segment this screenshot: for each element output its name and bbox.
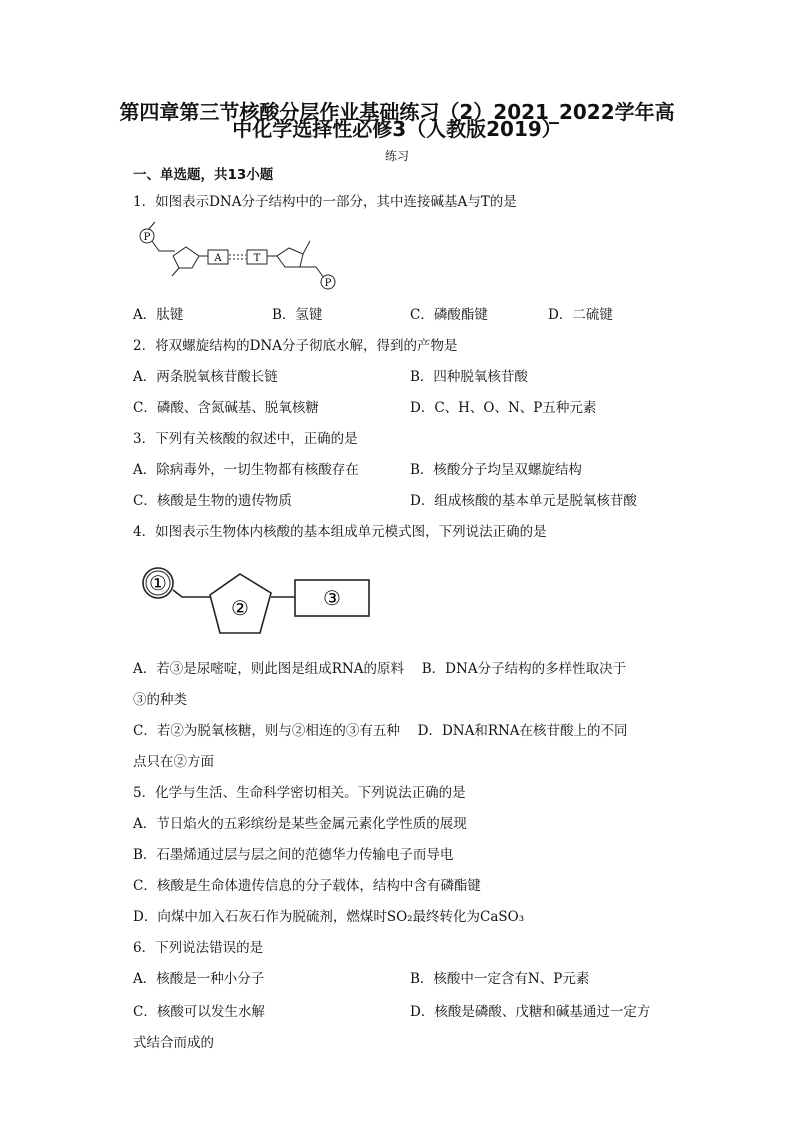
q6-stem: 6．下列说法错误的是 <box>133 940 264 956</box>
title-line-2: 中化学选择性必修3（人教版2019） <box>232 117 562 141</box>
q2-stem: 2．将双螺旋结构的DNA分子彻底水解，得到的产物是 <box>133 338 458 354</box>
q3-option-d: D．组成核酸的基本单元是脱氧核苷酸 <box>410 493 637 509</box>
q5-option-a: A．节日焰火的五彩缤纷是某些金属元素化学性质的展现 <box>133 816 467 832</box>
q5-option-c: C．核酸是生命体遗传信息的分子载体，结构中含有磷酯键 <box>133 878 481 894</box>
q5-stem: 5．化学与生活、生命科学密切相关。下列说法正确的是 <box>133 785 466 801</box>
phosphate-sugar-bond <box>173 590 210 597</box>
q4-stem: 4．如图表示生物体内核酸的基本组成单元模式图，下列说法正确的是 <box>133 524 547 540</box>
q6-option-a: A．核酸是一种小分子 <box>133 971 265 987</box>
dna-fragment-diagram <box>130 218 350 296</box>
q2-option-d: D．C、H、O、N、P五种元素 <box>410 400 597 416</box>
q2-option-c: C．磷酸、含氮碱基、脱氧核糖 <box>133 400 319 416</box>
left-sugar-tail <box>172 268 179 276</box>
q2-option-b: B．四种脱氧核苷酸 <box>410 369 528 385</box>
q4-line-3: C．若②为脱氧核糖，则与②相连的③有五种 D．DNA和RNA在核苷酸上的不同 <box>133 723 628 739</box>
q4-line-1: A．若③是尿嘧啶，则此图是组成RNA的原料 B．DNA分子结构的多样性取决于 <box>133 661 627 677</box>
label-1: ① <box>149 571 167 595</box>
left-deoxyribose-ring <box>173 247 199 268</box>
q4-line-4: 点只在②方面 <box>133 754 214 770</box>
q4-line-2: ③的种类 <box>133 692 187 708</box>
right-phosphate-bond <box>300 267 324 278</box>
q3-option-c: C．核酸是生物的遗传物质 <box>133 493 292 509</box>
right-phosphate-label: P <box>324 278 332 289</box>
right-deoxyribose-ring <box>277 248 303 267</box>
q1-option-c: C．磷酸酯键 <box>410 307 488 323</box>
section-heading: 一、单选题，共13小题 <box>133 167 274 183</box>
q1-option-d: D．二硫键 <box>548 307 613 323</box>
label-3: ③ <box>323 586 341 610</box>
base-a-label: A <box>214 253 222 264</box>
right-sugar-tail <box>303 241 310 254</box>
q5-option-b: B．石墨烯通过层与层之间的范德华力传输电子而导电 <box>133 847 454 863</box>
label-2: ② <box>231 596 249 620</box>
base-t-label: T <box>253 253 261 264</box>
q3-option-b: B．核酸分子均呈双螺旋结构 <box>410 462 582 478</box>
q1-option-b: B．氢键 <box>272 307 323 323</box>
title-line-1: 第四章第三节核酸分层作业基础练习（2）2021_2022学年高 <box>119 100 675 124</box>
q1-option-a: A．肽键 <box>133 307 184 323</box>
q6-option-d: D．核酸是磷酸、戊糖和碱基通过一定方 <box>410 1004 651 1020</box>
subtitle: 练习 <box>384 149 409 163</box>
left-phosphate-label: P <box>143 232 151 243</box>
left-phosphate-bond <box>152 241 175 251</box>
q3-stem: 3．下列有关核酸的叙述中，正确的是 <box>133 431 358 447</box>
nucleotide-diagram <box>138 563 374 639</box>
q3-option-a: A．除病毒外，一切生物都有核酸存在 <box>133 462 359 478</box>
q2-option-a: A．两条脱氧核苷酸长链 <box>133 369 278 385</box>
q1-stem: 1．如图表示DNA分子结构中的一部分，其中连接碱基A与T的是 <box>133 194 517 210</box>
q5-option-d: D．向煤中加入石灰石作为脱硫剂，燃煤时SO₂最终转化为CaSO₃ <box>133 909 525 925</box>
q6-option-d-continuation: 式结合而成的 <box>133 1035 214 1051</box>
q6-option-b: B．核酸中一定含有N、P元素 <box>410 971 590 987</box>
q6-option-c: C．核酸可以发生水解 <box>133 1004 265 1020</box>
